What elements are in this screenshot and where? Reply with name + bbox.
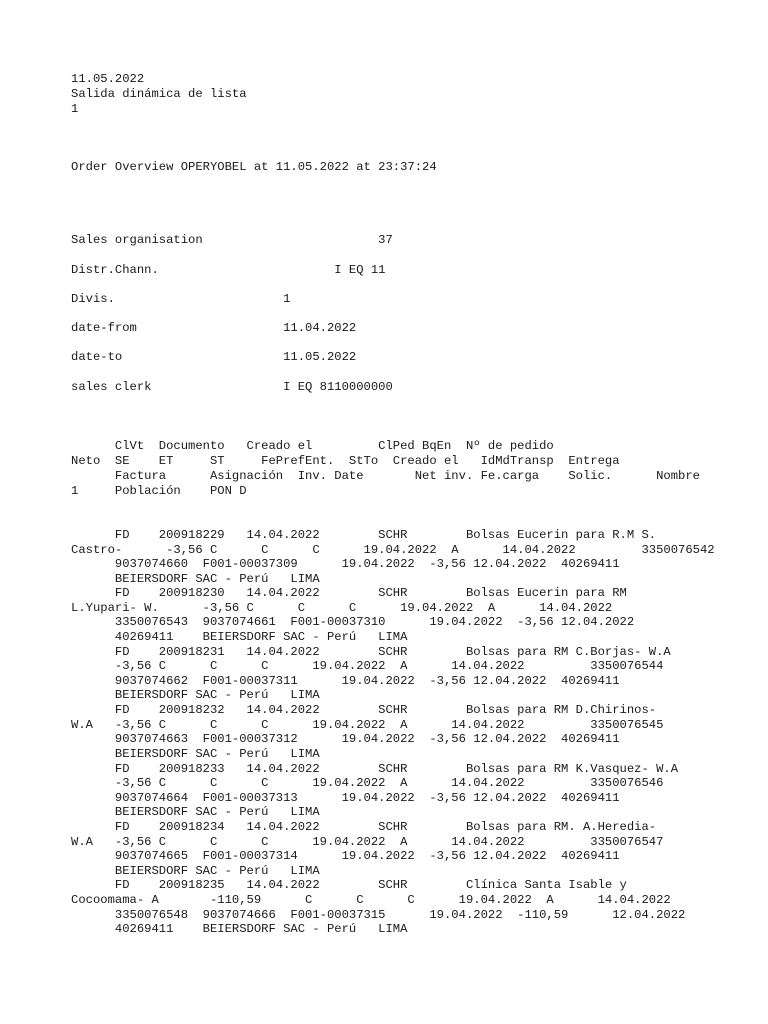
selection-date-to: date-to 11.05.2022 (71, 350, 357, 364)
record-line: 9037074662 F001-00037311 19.04.2022 -3,56 12.04.2022 40269411 (71, 674, 620, 688)
record-line: 9037074665 F001-00037314 19.04.2022 -3,56 12.04.2022 40269411 (71, 849, 620, 863)
column-header-line: 1 Población PON D (71, 484, 247, 498)
record-line: FD 200918235 14.04.2022 SCHR Clínica Santa Isable y (71, 878, 627, 892)
record-line: -3,56 C C C 19.04.2022 A 14.04.2022 3350076544 (71, 659, 664, 673)
order-overview-title: Order Overview OPERYOBEL at 11.05.2022 at 23:37:24 (71, 160, 437, 174)
selection-divis: Divis. 1 (71, 292, 291, 306)
record-line: FD 200918229 14.04.2022 SCHR Bolsas Eucerin para R.M S. (71, 528, 657, 542)
record-line: 3350076548 9037074666 F001-00037315 19.04.2022 -110,59 12.04.2022 (71, 908, 686, 922)
record-line: 9037074660 F001-00037309 19.04.2022 -3,56 12.04.2022 40269411 (71, 557, 620, 571)
selection-sales-organisation: Sales organisation 37 (71, 233, 393, 247)
column-header-line: Neto SE ET ST FePrefEnt. StTo Creado el IdMdTransp Entrega (71, 454, 620, 468)
record-line: Castro- -3,56 C C C 19.04.2022 A 14.04.2022 3350076542 (71, 543, 715, 557)
record-line: FD 200918233 14.04.2022 SCHR Bolsas para RM K.Vasquez- W.A (71, 762, 679, 776)
record-line: 3350076543 9037074661 F001-00037310 19.04.2022 -3,56 12.04.2022 (71, 615, 635, 629)
record-line: 9037074663 F001-00037312 19.04.2022 -3,56 12.04.2022 40269411 (71, 732, 620, 746)
record-line: FD 200918234 14.04.2022 SCHR Bolsas para RM. A.Heredia- (71, 820, 657, 834)
record-line: BEIERSDORF SAC - Perú LIMA (71, 805, 320, 819)
record-line: -3,56 C C C 19.04.2022 A 14.04.2022 3350076546 (71, 776, 664, 790)
record-line: 40269411 BEIERSDORF SAC - Perú LIMA (71, 630, 408, 644)
report-title: Salida dinámica de lista (71, 87, 247, 101)
record-line: FD 200918231 14.04.2022 SCHR Bolsas para RM C.Borjas- W.A (71, 645, 671, 659)
page-number: 1 (71, 102, 79, 116)
column-header-line: Factura Asignación Inv. Date Net inv. Fe.carga Solic. Nombre (71, 469, 700, 483)
record-line: BEIERSDORF SAC - Perú LIMA (71, 688, 320, 702)
report-date: 11.05.2022 (71, 72, 145, 86)
record-line: BEIERSDORF SAC - Perú LIMA (71, 572, 320, 586)
record-line: W.A -3,56 C C C 19.04.2022 A 14.04.2022 3350076545 (71, 718, 664, 732)
record-line: Cocoomama- A -110,59 C C C 19.04.2022 A 14.04.2022 (71, 893, 671, 907)
record-line: FD 200918230 14.04.2022 SCHR Bolsas Eucerin para RM (71, 586, 627, 600)
record-line: 40269411 BEIERSDORF SAC - Perú LIMA (71, 922, 408, 936)
selection-date-from: date-from 11.04.2022 (71, 321, 357, 335)
record-line: FD 200918232 14.04.2022 SCHR Bolsas para RM D.Chirinos- (71, 703, 657, 717)
selection-distr-chann: Distr.Chann. I EQ 11 (71, 263, 386, 277)
selection-sales-clerk: sales clerk I EQ 8110000000 (71, 380, 393, 394)
record-line: BEIERSDORF SAC - Perú LIMA (71, 747, 320, 761)
record-line: W.A -3,56 C C C 19.04.2022 A 14.04.2022 3350076547 (71, 835, 664, 849)
record-line: L.Yupari- W. -3,56 C C C 19.04.2022 A 14.04.2022 (71, 601, 613, 615)
record-line: BEIERSDORF SAC - Perú LIMA (71, 864, 320, 878)
column-header-line: ClVt Documento Creado el ClPed BqEn Nº de pedido (71, 439, 554, 453)
record-line: 9037074664 F001-00037313 19.04.2022 -3,56 12.04.2022 40269411 (71, 791, 620, 805)
